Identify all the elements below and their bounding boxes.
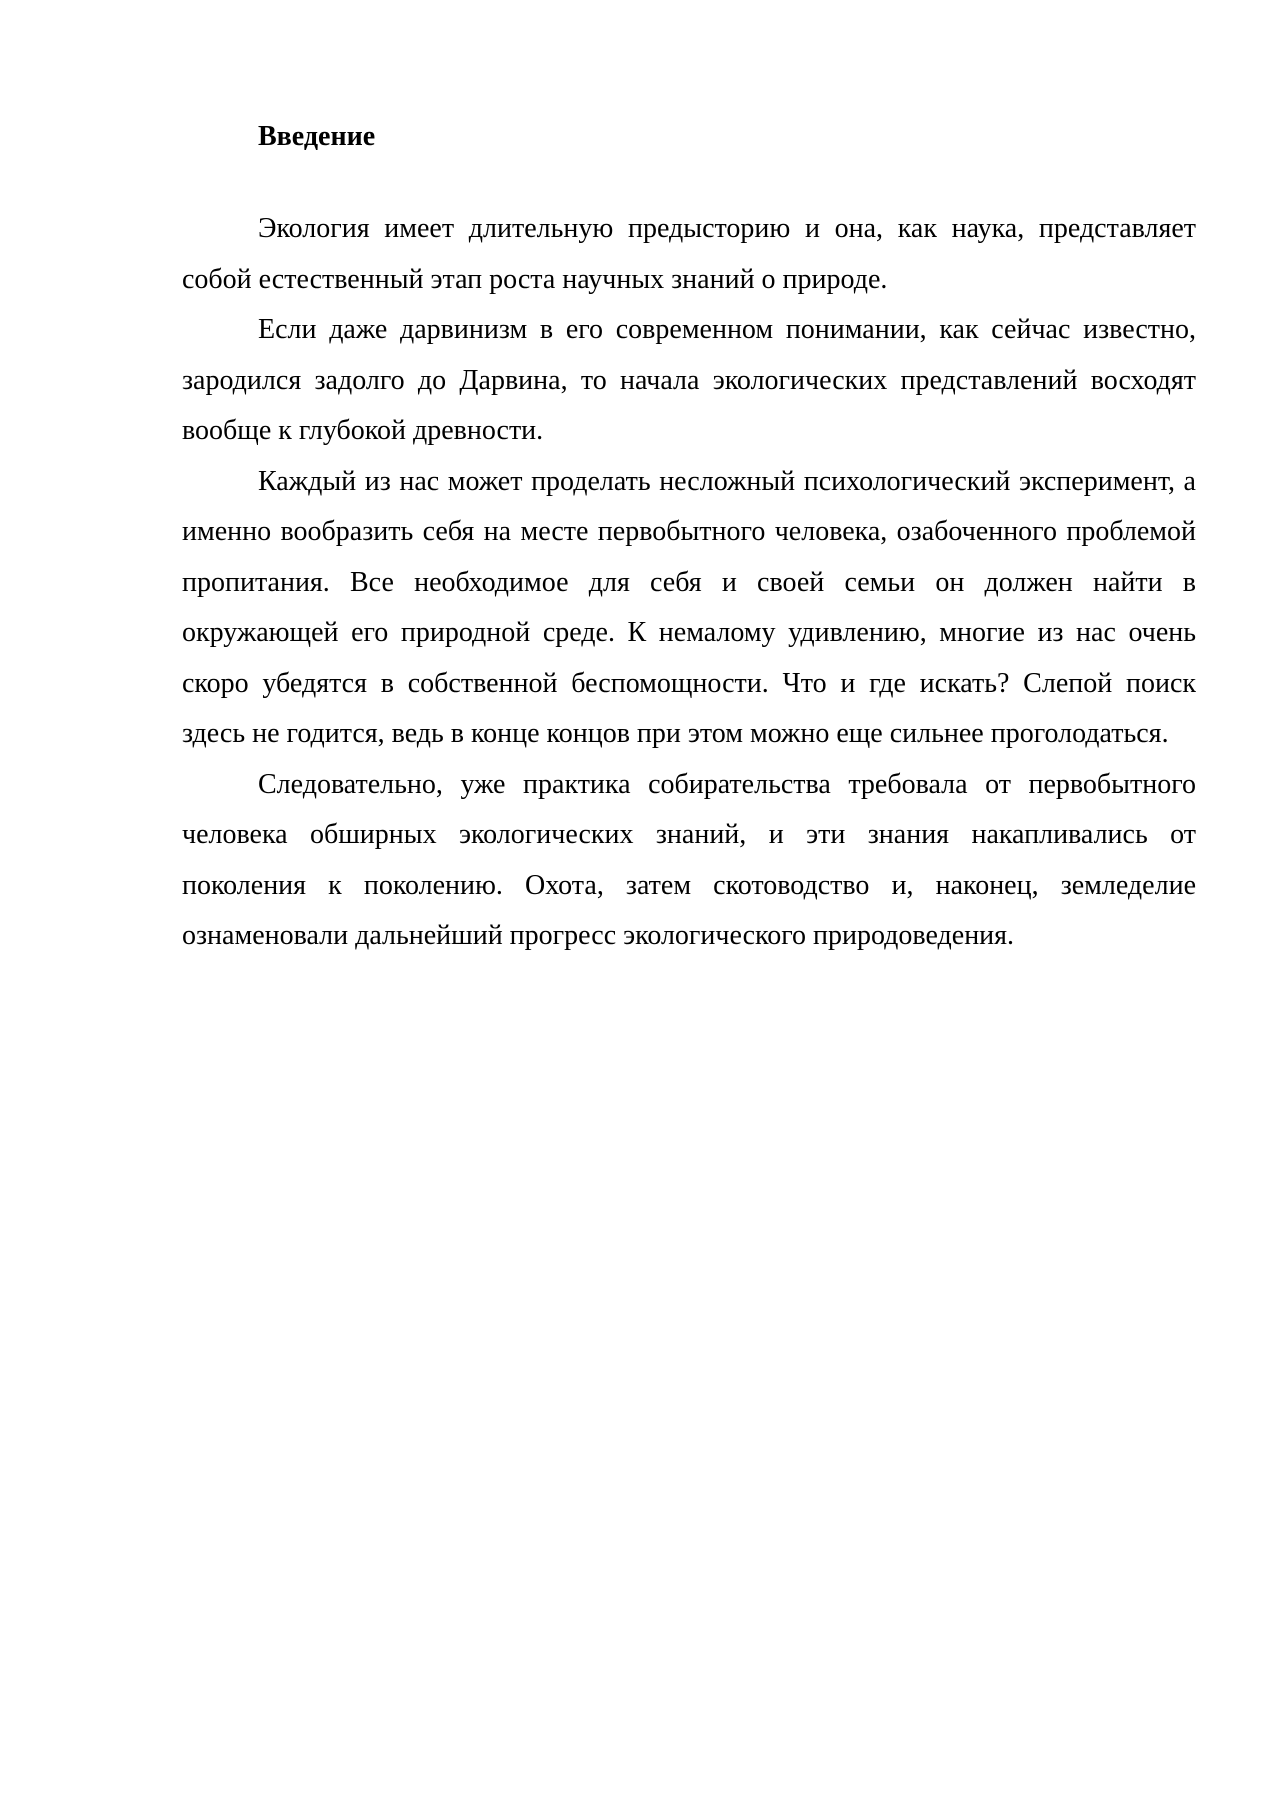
paragraph-1: Экология имеет длительную предысторию и она, как наука, представляет собой естественный этап роста научных знаний о природе. [182,213,1196,295]
paragraph-4: Следовательно, уже практика собирательства требовала от первобытного человека обширных экологических знаний, и эти знания накапливались от поколения к поколению. Охота, затем скотоводство и, наконец, земледелие ознаменовали дальнейший прогресс экологического природоведения. [182,768,1196,951]
paragraph-2: Если даже дарвинизм в его современном понимании, как сейчас известно, зародился задолго до Дарвина, то начала экологических представлений восходят вообще к глубокой древности. [182,314,1196,446]
paragraph-3: Каждый из нас может проделать несложный психологический эксперимент, а именно вообразить себя на месте первобытного человека, озабоченного проблемой пропитания. Все необходимое для себя и своей семьи он должен найти в окружающей его природной среде. К немалому удивлению, многие из нас очень скоро убедятся в собственной беспомощности. Что и где искать? Слепой поиск здесь не годится, ведь в конце концов при этом можно еще сильнее проголодаться. [182,465,1196,749]
section-heading: Введение [258,121,376,152]
document-body [182,117,1196,962]
